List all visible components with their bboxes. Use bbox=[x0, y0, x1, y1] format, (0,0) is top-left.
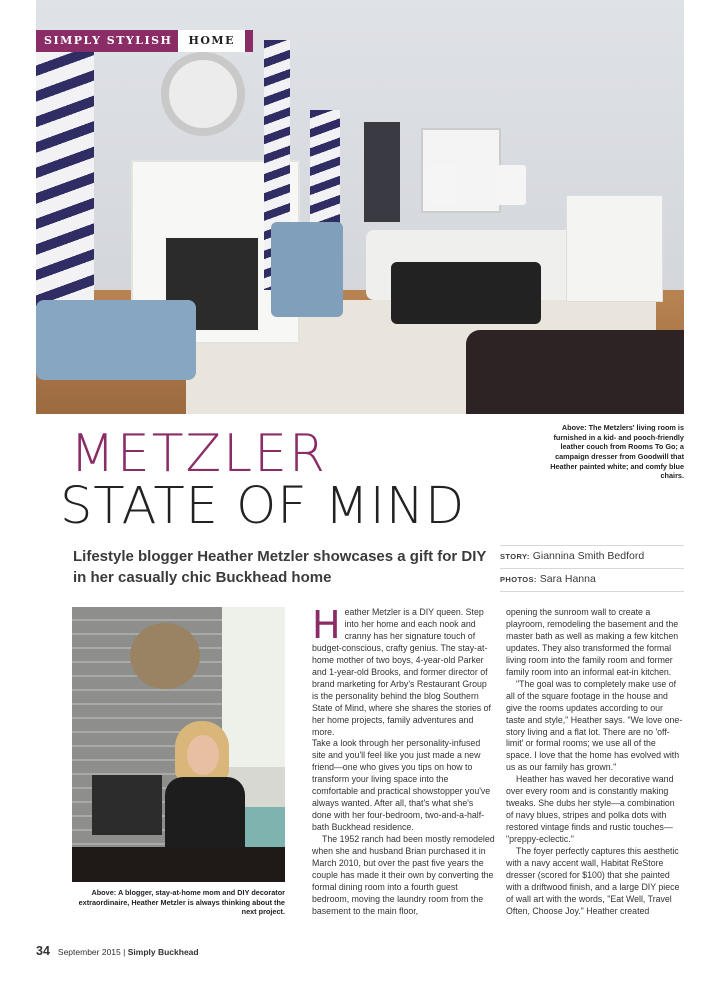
photo-campaign-dresser bbox=[566, 195, 663, 302]
photo-person-body bbox=[165, 777, 245, 847]
photo-round-mirror bbox=[161, 52, 245, 136]
photos-label: PHOTOS: bbox=[500, 575, 537, 584]
story-name: Giannina Smith Bedford bbox=[532, 550, 645, 562]
photo-leather-couch bbox=[466, 330, 684, 414]
photo-fireplace-opening bbox=[92, 775, 162, 835]
paragraph-7: The foyer perfectly captures this aesthetic with a navy accent wall, Habitat ReStore dresser (scored for $100) that she painted with a driftwood finish, and a large DIY piece of wall art with the words, "Eat Well, Travel Often, Choose Joy." Heather created bbox=[506, 846, 680, 916]
section-tag-primary: SIMPLY STYLISH bbox=[44, 34, 173, 47]
photo-blue-chair-middle bbox=[271, 222, 343, 317]
photos-name: Sara Hanna bbox=[539, 573, 596, 585]
headline-line-2: STATE OF MIND bbox=[60, 477, 466, 536]
credits bbox=[500, 545, 684, 592]
section-tag bbox=[36, 30, 253, 52]
body-column-2 bbox=[506, 607, 684, 918]
folio-separator: | bbox=[123, 947, 126, 957]
issue-date: September 2015 bbox=[57, 947, 121, 957]
story-label: STORY: bbox=[500, 552, 530, 561]
publication-name: Simply Buckhead bbox=[127, 947, 199, 957]
page-number: 34 bbox=[36, 944, 50, 958]
section-tag-secondary: HOME bbox=[178, 30, 245, 52]
photo-lamp-right bbox=[494, 165, 526, 205]
living-room-photo bbox=[36, 0, 684, 414]
drop-cap: H bbox=[312, 603, 341, 647]
paragraph bbox=[312, 603, 495, 738]
folio bbox=[36, 944, 199, 958]
dek: Lifestyle blogger Heather Metzler showcases a gift for DIY in her casually chic Buckhead home bbox=[73, 548, 487, 586]
paragraph-2: Take a look through her personality-infused site and you'll feel like you just made a new friend—one who gives you tips on how to transform your living space into the comfortable and practical showstopper you've always wanted. After all, that's what she's done with her four-bedroom, two-and-a-half-bath Buckhead residence. bbox=[312, 738, 491, 833]
hero-caption: Above: The Metzlers' living room is furnished in a kid- and pooch-friendly leather couch from Rooms To Go; a campaign dresser from Goodwill that Heather painted white; and comfy blue chairs. bbox=[550, 423, 684, 481]
headline-line-1: METZLER bbox=[70, 424, 328, 484]
photo-dark-table bbox=[72, 847, 285, 882]
photos-credit bbox=[500, 569, 684, 592]
photo-wall-art bbox=[364, 122, 400, 222]
photo-driftwood-wreath bbox=[130, 623, 200, 689]
photo-blue-chair-left bbox=[36, 300, 196, 380]
photo-person-face bbox=[187, 735, 219, 775]
photo-window bbox=[222, 607, 285, 767]
paragraph-4: opening the sunroom wall to create a playroom, remodeling the basement and the master bath as well as making a few kitchen updates. They also transformed the formal living room into the family room and former family room into an informal eat-in kitchen. bbox=[506, 607, 679, 677]
portrait-photo bbox=[72, 607, 285, 882]
body-column-1 bbox=[312, 603, 495, 918]
paragraph-1-text: eather Metzler is a DIY queen. Step into her home and each nook and cranny has her signature touch of budget-conscious, crafty genius. The stay-at-home mother of two boys, 4-year-old Parker and 1-year-old Brooks, and former director of brand marketing for Arby's Restaurant Group is the personality behind the blog Southern State of Mind, where she shares the stories of her home projects, family adventures and more. bbox=[312, 607, 491, 737]
paragraph-5: "The goal was to completely make use of all of the square footage in the house and give the rooms updates according to our taste and style," Heather says. "We love one-story living and a flat lot. There are no 'off-limit' or formal rooms; we use all of the space. I love that the home has evolved with us as our family has grown." bbox=[506, 678, 683, 773]
portrait-caption: Above: A blogger, stay-at-home mom and DIY decorator extraordinaire, Heather Metzler is always thinking about the next project. bbox=[78, 888, 285, 917]
photo-lamp-left bbox=[426, 165, 458, 205]
photo-leather-ottoman bbox=[391, 262, 541, 324]
paragraph-6: Heather has waved her decorative wand over every room and is constantly making tweaks. She dubs her style—a combination of navy blues, stripes and polka dots with restored vintage finds and rustic touches— "preppy-eclectic." bbox=[506, 774, 675, 845]
paragraph-3: The 1952 ranch had been mostly remodeled when she and husband Brian purchased it in March 2010, but over the past five years the couple has made it their own by converting the formal dining room into a fourth guest bedroom, moving the laundry room from the basement to the main floor, bbox=[312, 834, 495, 916]
story-credit bbox=[500, 545, 684, 569]
